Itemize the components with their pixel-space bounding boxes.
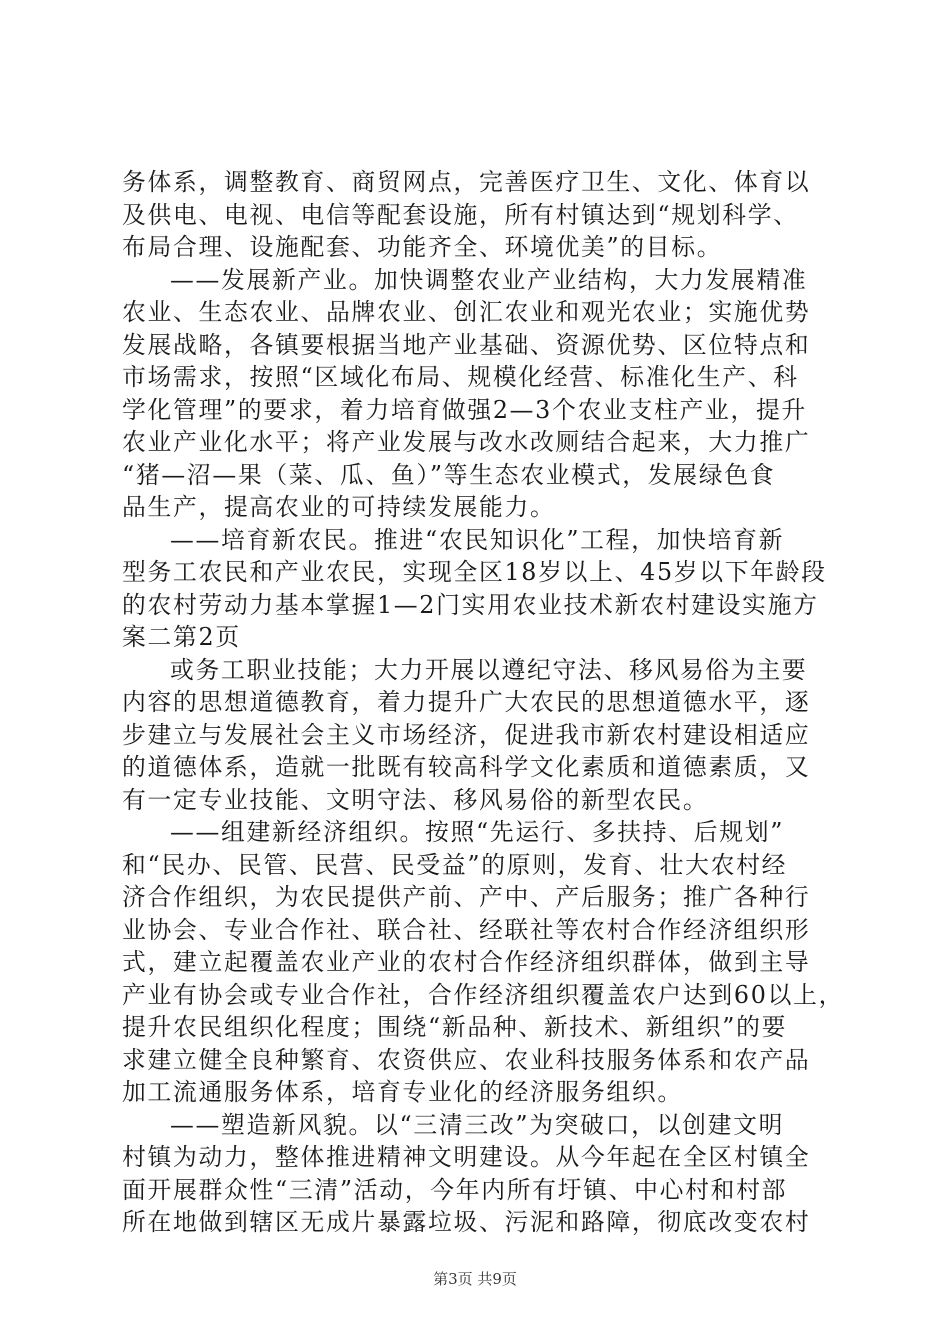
text-line: 步建立与发展社会主义市场经济，促进我市新农村建设相适应 — [122, 720, 811, 749]
text-line: ——组建新经济组织。按照“先运行、多扶持、后规划” — [170, 818, 785, 846]
document-body — [122, 166, 845, 1239]
text-line: 学化管理”的要求，着力培育做强2—3个农业支柱产业，提升 — [122, 395, 807, 424]
text-line: 或务工职业技能；大力开展以遵纪守法、移风易俗为主要 — [170, 655, 808, 684]
text-line: 案二第2页 — [122, 623, 241, 651]
page-footer: 第3页 共9页 — [433, 1270, 517, 1288]
text-line: 村镇为动力，整体推进精神文明建设。从今年起在全区村镇全 — [122, 1143, 811, 1171]
text-line: 济合作组织，为农民提供产前、产中、产后服务；推广各种行 — [122, 883, 811, 911]
text-line: ——培育新农民。推进“农民知识化”工程，加快培育新 — [170, 525, 785, 554]
text-line: “猪—沼—果（菜、瓜、鱼）”等生态农业模式，发展绿色食 — [122, 460, 776, 489]
text-line: 提升农民组织化程度；围绕“新品种、新技术、新组织”的要 — [122, 1013, 788, 1041]
text-line: 求建立健全良种繁育、农资供应、农业科技服务体系和农产品 — [122, 1045, 811, 1074]
text-line: 式，建立起覆盖农业产业的农村合作经济组织群体，做到主导 — [122, 948, 811, 976]
text-line: 所在地做到辖区无成片暴露垃圾、污泥和路障，彻底改变农村 — [122, 1208, 811, 1236]
text-line: 及供电、电视、电信等配套设施，所有村镇达到“规划科学、 — [122, 200, 799, 229]
text-line: 和“民办、民管、民营、民受益”的原则，发育、壮大农村经 — [122, 850, 788, 879]
text-line: 产业有协会或专业合作社，合作经济组织覆盖农户达到60以上， — [122, 980, 845, 1009]
text-line: 型务工农民和产业农民，实现全区18岁以上、45岁以下年龄段 — [122, 558, 827, 586]
text-line: 布局合理、设施配套、功能齐全、环境优美”的目标。 — [122, 233, 723, 261]
text-line: ——塑造新风貌。以“三清三改”为突破口，以创建文明 — [170, 1110, 785, 1139]
text-line: 农业、生态农业、品牌农业、创汇农业和观光农业；实施优势 — [122, 298, 811, 326]
text-line: 发展战略，各镇要根据当地产业基础、资源优势、区位特点和 — [122, 330, 811, 359]
text-line: 内容的思想道德教育，着力提升广大农民的思想道德水平，逐 — [122, 688, 811, 716]
text-line: ——发展新产业。加快调整农业产业结构，大力发展精准 — [170, 265, 808, 294]
text-line: 业协会、专业合作社、联合社、经联社等农村合作经济组织形 — [122, 915, 811, 944]
text-line: 农业产业化水平；将产业发展与改水改厕结合起来，大力推广 — [122, 428, 811, 456]
text-line: 的农村劳动力基本掌握1—2门实用农业技术新农村建设实施方 — [122, 590, 819, 619]
text-line: 有一定专业技能、文明守法、移风易俗的新型农民。 — [122, 785, 709, 814]
text-line: 市场需求，按照“区域化布局、规模化经营、标准化生产、科 — [122, 363, 799, 391]
text-line: 加工流通服务体系，培育专业化的经济服务组织。 — [122, 1078, 683, 1106]
text-line: 务体系，调整教育、商贸网点，完善医疗卫生、文化、体育以 — [122, 168, 811, 196]
text-line: 品生产，提高农业的可持续发展能力。 — [122, 493, 556, 521]
text-line: 面开展群众性“三清”活动，今年内所有圩镇、中心村和村部 — [122, 1175, 788, 1204]
text-line: 的道德体系，造就一批既有较高科学文化素质和道德素质，又 — [122, 753, 811, 781]
